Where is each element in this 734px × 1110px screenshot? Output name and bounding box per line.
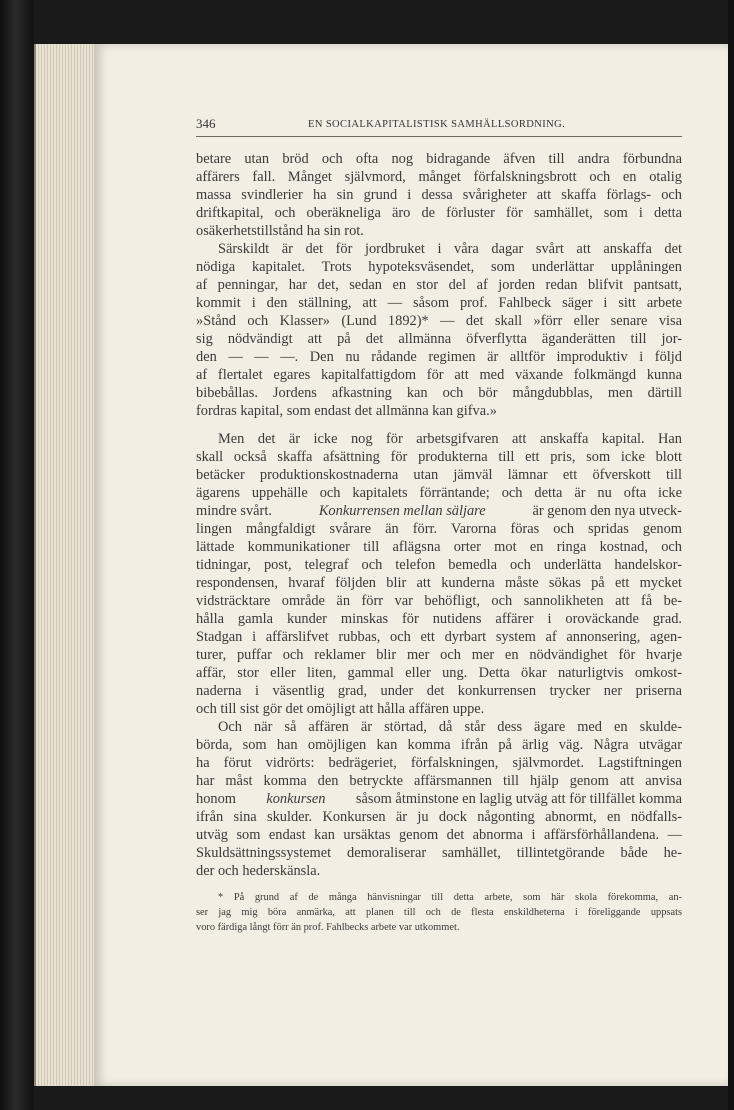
- text-line: »Stånd och Klasser» (Lund 1892)* — det skall »förr eller senare visa: [196, 313, 682, 329]
- text-segment: såsom åtminstone en laglig utväg att för tillfället komma: [355, 791, 682, 807]
- text-line: affär, stor eller liten, gammal eller ung. Detta ökar naturligtvis omkost-: [196, 665, 682, 681]
- text-line: börda, som han omöjligen kan komma ifrån på ärlig väg. Några utvägar: [196, 737, 682, 753]
- text-line: Särskildt är det för jordbruket i våra dagar svårt att anskaffa det: [218, 241, 682, 257]
- text-line: betäcker produktionskostnaderna utan jämväl lämnar ett öfverskott till: [196, 467, 682, 483]
- text-line: lättade kommunikationer till aflägsna orter mot en ringa kostnad, och: [196, 539, 682, 555]
- emphasis-text: konkursen: [266, 791, 326, 807]
- text-line: der och hederskänsla.: [196, 863, 321, 879]
- text-segment: honom: [196, 791, 236, 807]
- text-line: Men det är icke nog för arbetsgifvaren att anskaffa kapital. Han: [218, 431, 682, 447]
- text-line: massa svindlerier ha sin grund i dessa svårigheter att skaffa förlags- och: [196, 187, 682, 203]
- text-line: ha förut vidrörts: bedrägeriet, förfalskningen, självmordet. Lagstiftningen: [196, 755, 682, 771]
- text-segment: är genom den nya utveck-: [532, 503, 682, 519]
- text-line: och till sist gör det omöjligt att hålla affären uppe.: [196, 701, 485, 717]
- footnote-line: voro färdiga långt förr än prof. Fahlbecks arbete var utkommet.: [196, 922, 460, 933]
- emphasis-text: Konkurrensen mellan säljare: [318, 503, 486, 519]
- scan-right-border: [728, 0, 734, 1110]
- text-line: kommit i den ställning, att — såsom prof. Fahlbeck säger i sitt arbete: [196, 295, 682, 311]
- text-line: fordras kapital, som endast det allmänna kan gifva.»: [196, 403, 497, 419]
- text-line: skall också skaffa afsättning för produkterna till ett pris, som icke blott: [196, 449, 682, 465]
- text-line: ifrån sina skulder. Konkursen är ju dock någonting abnormt, en nödfalls-: [196, 809, 682, 825]
- text-line: af penningar, har det, sedan en stor del af jorden redan blifvit pantsatt,: [196, 277, 682, 293]
- text-line: turer, puffar och reklamer blir mer och mer en nödvändighet för hvarje: [196, 647, 682, 663]
- text-line: [196, 790, 682, 808]
- text-line: Skuldsättningssystemet demoraliserar samhället, tillintetgörande både he-: [196, 845, 682, 861]
- text-line: lingen mångfaldigt svårare än förr. Varorna föras och spridas genom: [196, 521, 682, 537]
- running-head: EN SOCIALKAPITALISTISK SAMHÄLLSORDNING.: [308, 119, 566, 130]
- text-line: betare utan bröd och ofta nog bidragande äfven till andra förbundna: [196, 151, 682, 167]
- text-line: [196, 502, 682, 520]
- text-line: vidsträcktare område än förr var behöfligt, och sannolikheten att få be-: [196, 593, 682, 609]
- text-line: hålla gamla kunder minskas för nutidens affärer i oroväckande grad.: [196, 611, 682, 627]
- text-line: tidningar, post, telegraf och telefon bemedla och underlätta handelskor-: [196, 557, 682, 573]
- text-line: driftkapital, och oberäkneliga äro de förluster för samhället, som i detta: [196, 205, 682, 221]
- text-line: utväg som endast kan ursäktas genom det abnorma i affärsförhållandena. —: [196, 827, 682, 843]
- page-stack-edges: [34, 44, 96, 1086]
- text-line: ägarens uppehälle och kapitalets förräntande; och detta är nu ofta icke: [196, 485, 682, 501]
- text-line: sig nödvändigt att på det allmänna öfverflytta äganderätten till jor-: [196, 331, 682, 347]
- text-line: affärers fall. Månget självmord, månget förfalskningsbrott och en otalig: [196, 169, 682, 185]
- book-spine-edge: [0, 0, 34, 1110]
- text-line: naderna i väsentlig grad, under det konkurrensen trycker ner priserna: [196, 683, 682, 699]
- text-line: Stadgan i affärslifvet rubbas, och ett dyrbart system af annonsering, agen-: [196, 629, 682, 645]
- text-line: Och när så affären är störtad, då står dess ägare med en skulde-: [218, 719, 682, 735]
- text-line: respondensen, hvaraf följden blir att kunderna måste sökas på ett mycket: [196, 575, 682, 591]
- text-line: af flertalet egares kapitalfattigdom för att med växande folkmängd kunna: [196, 367, 682, 383]
- footnote-line: * På grund af de många hänvisningar till detta arbete, som här skola förekomma, an-: [218, 892, 682, 903]
- text-line: nödiga kapitalet. Trots hypoteksväsendet, som underlättar upplåningen: [196, 259, 682, 275]
- page-number: 346: [196, 116, 216, 131]
- text-segment: mindre svårt.: [196, 503, 272, 519]
- text-line: har måst komma den betryckte affärsmannen till hjälp genom att anvisa: [196, 773, 682, 789]
- text-line: osäkerhetstillstånd ha sin rot.: [196, 223, 364, 239]
- text-line: bibebållas. Jordens afkastning kan och bör mångdubblas, men därtill: [196, 385, 682, 401]
- text-line: den — — —. Den nu rådande regimen är alltför improduktiv i följd: [196, 349, 682, 365]
- page-header: [196, 114, 682, 137]
- footnote-line: ser jag mig böra anmärka, att planen till och de flesta enskildheterna i föreliggande uppsats: [196, 907, 682, 918]
